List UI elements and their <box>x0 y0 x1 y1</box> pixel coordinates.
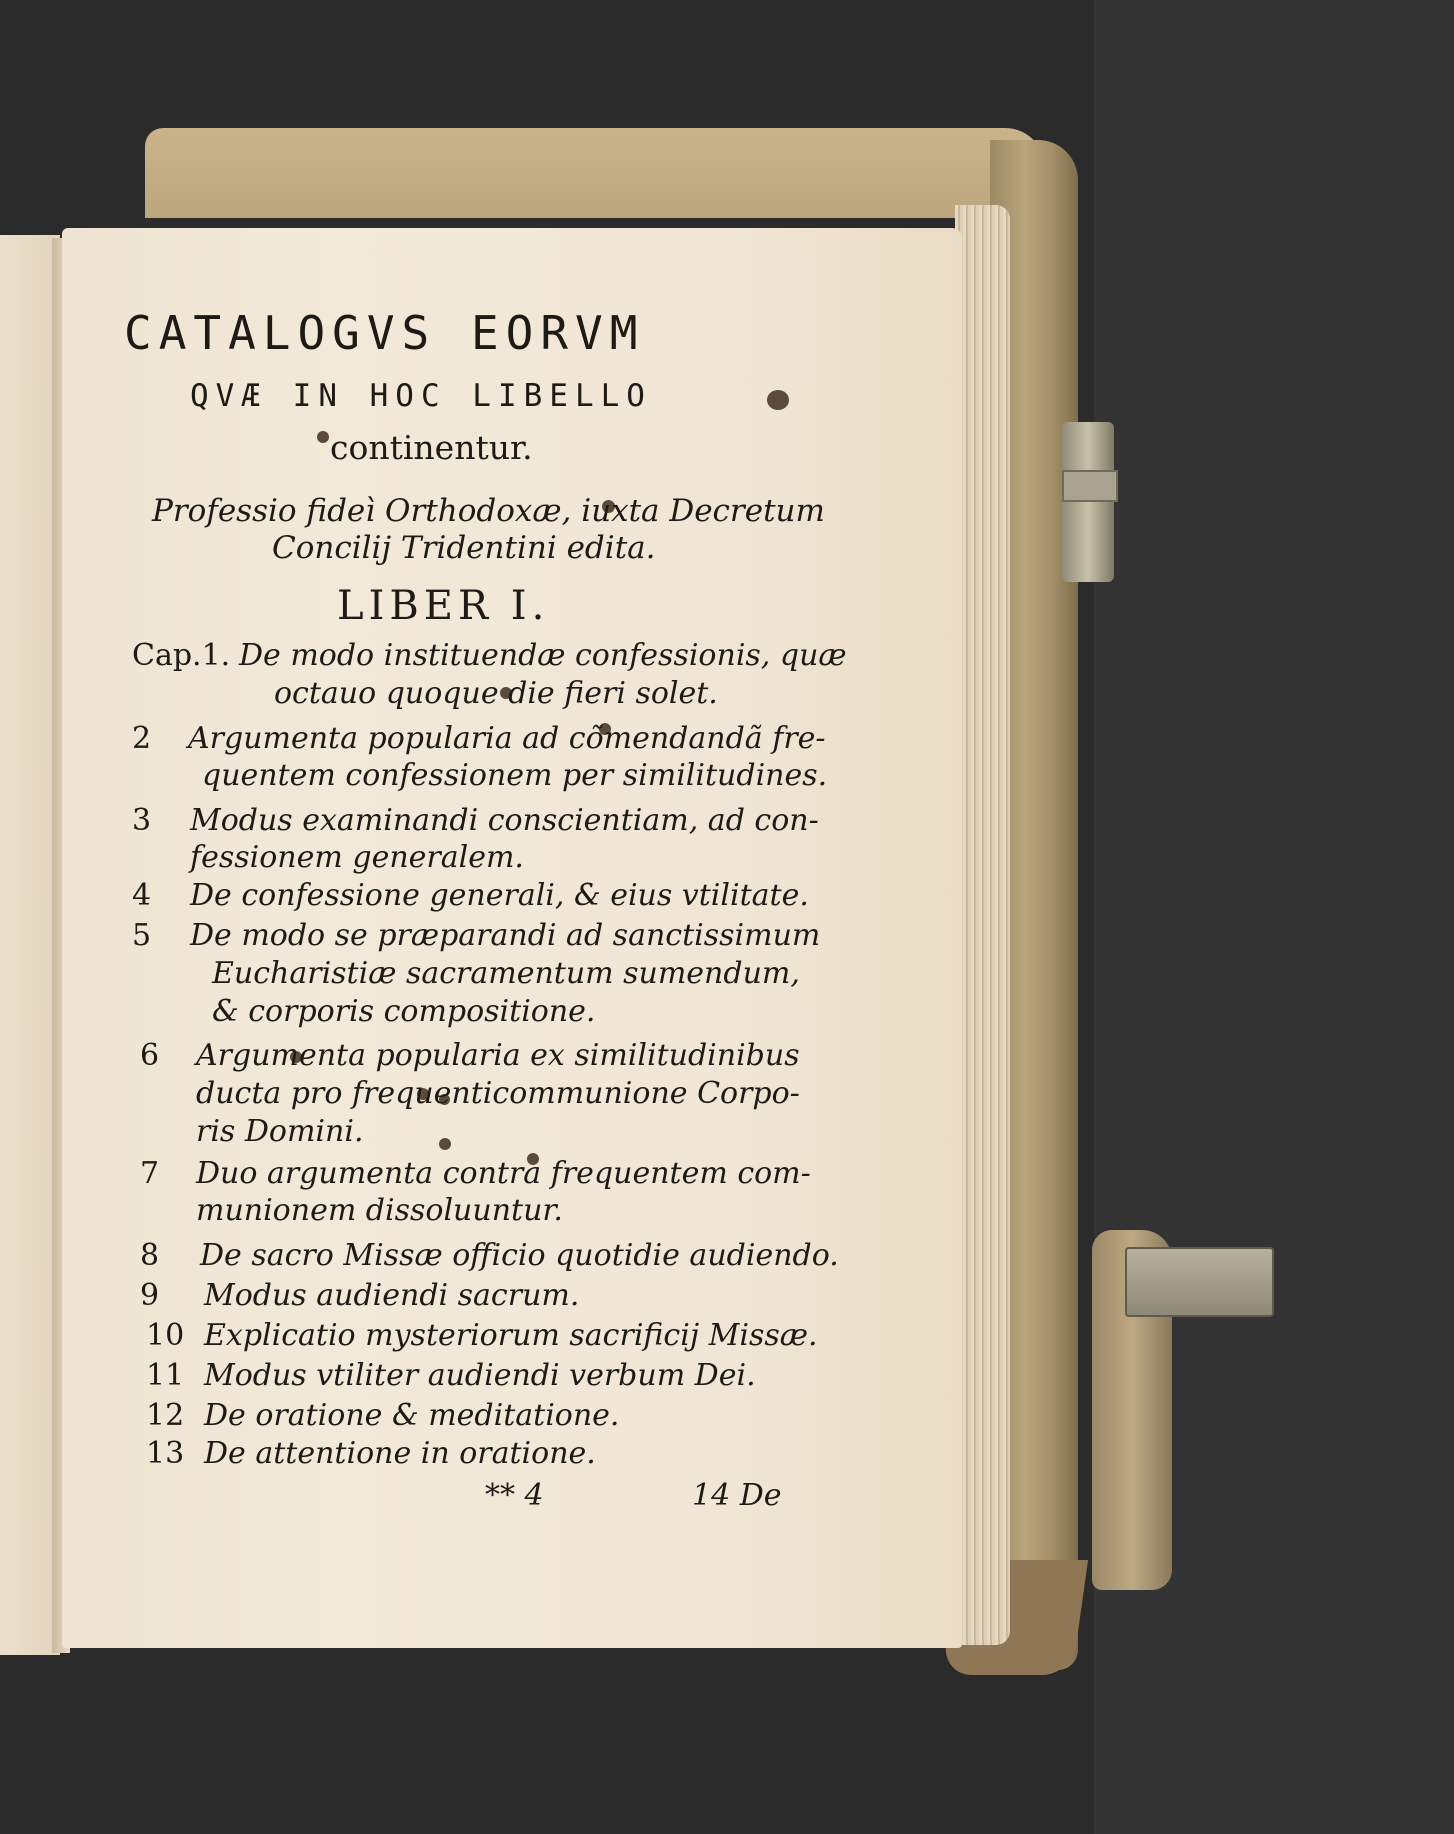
worm-hole <box>439 1138 451 1150</box>
page-edges <box>955 205 1010 1645</box>
header-line-2: QVÆ IN HOC LIBELLO <box>190 378 652 414</box>
chapter-title-line: De confessione generali, & eius vtilitate. <box>190 878 809 913</box>
chapter-title-line: De attentione in oratione. <box>204 1436 596 1471</box>
header-line-3: continentur. <box>330 428 533 467</box>
chapter-number: 2 <box>132 721 152 756</box>
signature-mark: ** 4 <box>485 1478 544 1513</box>
chapter-title-line: Eucharistiæ sacramentum sumendum, <box>212 956 800 991</box>
chapter-title-line: fessionem generalem. <box>190 840 524 875</box>
chapter-number: 5 <box>132 918 152 953</box>
chapter-title-line: ducta pro frequenticommunione Corpo- <box>196 1076 800 1111</box>
clasp-bottom-bar <box>1125 1247 1274 1317</box>
chapter-title-line: Argumenta popularia ex similitudinibus <box>196 1038 800 1073</box>
clasp-top <box>1062 422 1114 582</box>
chapter-number: 4 <box>132 878 152 913</box>
left-page-edge <box>0 235 60 1655</box>
chapter-title-line: De sacro Missæ officio quotidie audiendo. <box>200 1238 839 1273</box>
chapter-title-line: De modo se præparandi ad sanctissimum <box>190 918 821 953</box>
book-cover-top <box>145 128 1045 218</box>
chapter-title-line: Explicatio mysteriorum sacrificij Missæ. <box>204 1318 818 1353</box>
chapter-number: 11 <box>146 1358 185 1393</box>
worm-hole <box>317 431 329 443</box>
chapter-title-line: octauo quoque die fieri solet. <box>274 676 718 711</box>
chapter-number: 10 <box>146 1318 185 1353</box>
section-title: LIBER I. <box>337 583 550 629</box>
chapter-title-line: munionem dissoluuntur. <box>196 1193 563 1228</box>
intro-line-1: Professio fideì Orthodoxæ, iuxta Decretum <box>152 493 825 529</box>
chapter-title-line: & corporis compositione. <box>212 994 596 1029</box>
book-page <box>62 228 962 1648</box>
chapter-number: 13 <box>146 1436 185 1471</box>
catchword: 14 De <box>692 1478 782 1513</box>
chapter-title-line: Modus examinandi conscientiam, ad con- <box>190 803 819 838</box>
chapter-number: 3 <box>132 803 152 838</box>
chapter-title-line: quentem confessionem per similitudines. <box>202 758 828 793</box>
header-line-1: CATALOGVS EORVM <box>124 306 645 360</box>
chapter-number: 8 <box>140 1238 160 1273</box>
chapter-title-line: Modus vtiliter audiendi verbum Dei. <box>204 1358 756 1393</box>
worm-hole <box>767 390 789 410</box>
chapter-title-line: Modus audiendi sacrum. <box>204 1278 580 1313</box>
chapter-number: 7 <box>140 1156 160 1191</box>
chapter-title-line: De oratione & meditatione. <box>204 1398 620 1433</box>
chapter-title-line: Argumenta popularia ad cõmendandã fre- <box>188 721 826 756</box>
chapter-title-line: Duo argumenta contra frequentem com- <box>196 1156 811 1191</box>
intro-line-2: Concilij Tridentini edita. <box>272 530 656 566</box>
chapter-number: 9 <box>140 1278 160 1313</box>
chapter-title-line: ris Domini. <box>196 1114 364 1149</box>
chapter-number: Cap.1. <box>132 638 231 673</box>
chapter-number: 12 <box>146 1398 185 1433</box>
chapter-title-line: De modo instituendæ confessionis, quæ <box>239 638 847 673</box>
chapter-number: 6 <box>140 1038 160 1073</box>
